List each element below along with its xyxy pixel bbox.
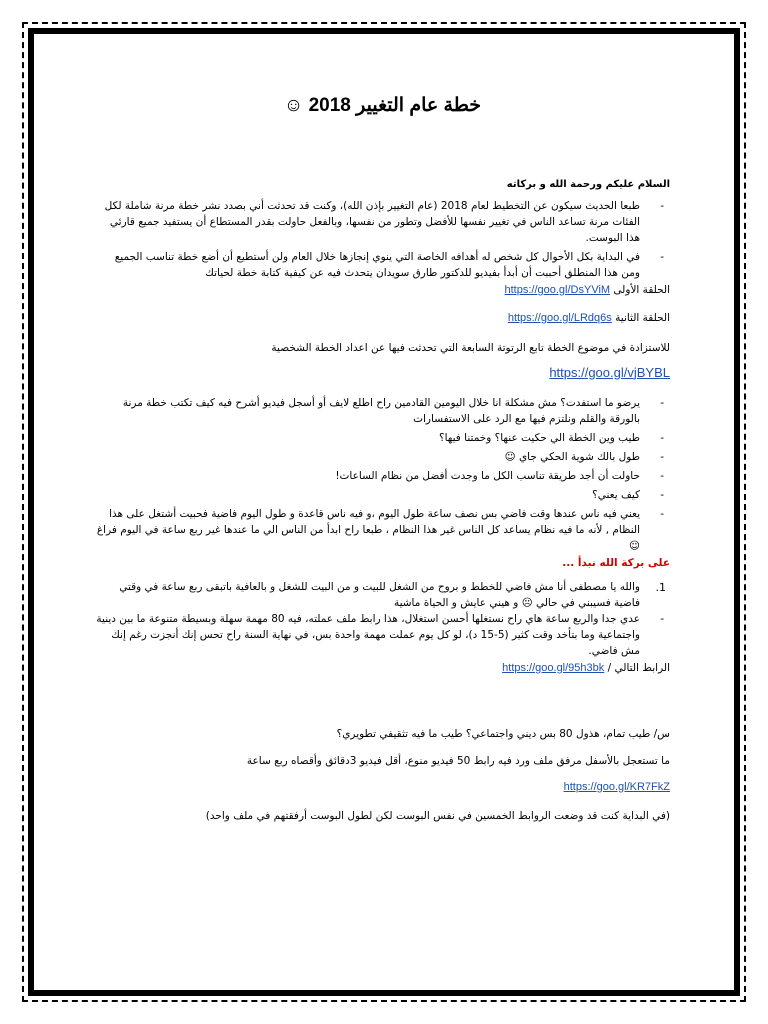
list-item: - عدي جدا والربع ساعة هاي راح نستغلها أحسن استغلال، هذا رابط ملف عملته، فيه 80 مهمة سهلة وبسيطة متنوعة ما بين دينية واجتماعية وما بتأخد وقت كثير (5-15 د)، لو كل يوم عملت مهمة واحدة بس، في نهاية السنة راح تحس إنك أنجزت رغم إنك مش فاضي. — [95, 611, 640, 659]
list-item — [95, 579, 666, 611]
greeting: السلام عليكم ورحمة الله و بركاته — [506, 179, 670, 190]
numbered-list — [95, 579, 670, 611]
document-body — [95, 90, 670, 825]
list-item: - كيف يعني؟ — [95, 487, 640, 503]
list-item: - طيب وين الخطة الي حكيت عنها؟ وخمتنا فيها؟ — [95, 430, 640, 446]
more-info-link[interactable]: https://goo.gl/vjBYBL — [549, 364, 670, 380]
next-link[interactable]: https://goo.gl/95h3bk — [502, 661, 605, 674]
answer-text: ما تستعجل بالأسفل مرفق ملف ورد فيه رابط 50 فيديو منوع، أقل فيديو 3دقائق وأقصاه ربع ساعة — [246, 755, 670, 767]
after-numbered-list — [95, 611, 670, 659]
episode-2-row — [95, 312, 670, 324]
list-item: - طول بالك شوية الحكي جاي ☺ — [95, 449, 640, 465]
next-link-label: الرابط التالي / — [607, 661, 670, 674]
start-heading: على بركة الله نبدأ ... — [562, 556, 670, 569]
intro-list — [95, 198, 670, 281]
episode-1-link[interactable]: https://goo.gl/DsYViM — [504, 284, 611, 296]
episode-1-label: الحلقة الأولى — [613, 284, 670, 296]
question-text: س/ طيب تمام، هذول 80 بس ديني واجتماعي؟ طيب ما فيه تثقيفي تطويري؟ — [336, 727, 670, 740]
list-item: - يرضو ما استفدت؟ مش مشكلة انا خلال اليومين القادمين راح اطلع لايف أو أسجل فيديو أشرح فيه كيف تكتب خطة مرنة بالورقة والقلم ونلتزم فيها مع الرد على الاستفسارات — [95, 395, 640, 427]
answer-link[interactable]: https://goo.gl/KR7FkZ — [563, 780, 670, 793]
middle-list — [95, 395, 670, 554]
list-item: - يعني فيه ناس عندها وقت فاضي بس نصف ساعة طول اليوم ،و فيه ناس قاعدة و طول اليوم فاضية فحبيت أشتغل على هذا النظام , لأنه ما فيه نظام يساعد كل الناس غير هذا النظام ، طبعا راح ابدأ من الناس الي ما عندها غير ربع ساعة في اليوم فراغ ☺ — [95, 506, 640, 554]
page-title: خطة عام التغيير 2018 ☺ — [283, 95, 482, 116]
footnote-text: (في البداية كنت قد وضعت الروابط الخمسين في نفس البوست لكن لطول البوست أرفقتهم في ملف واحد) — [205, 809, 670, 822]
episode-2-link[interactable]: https://goo.gl/LRdq6s — [507, 312, 612, 324]
list-item: - طبعا الحديث سيكون عن التخطيط لعام 2018 (عام التغيير بإذن الله)، وكنت قد تحدثت أني بصدد نشر خطة مرنة شاملة لكل الفئات مرنة تساعد الناس في تغيير نفسها للأفضل وتطور من نفسها، وبالفعل حاولت بقدر المستطاع أن يستفيد جميع قارئي هذا البوست. — [95, 198, 640, 246]
more-info-text: للاستزادة في موضوع الخطة تابع الرتوتة السابعة التي تحدثت فيها عن اعداد الخطة الشخصية — [271, 342, 670, 354]
episode-1-row — [95, 284, 670, 296]
list-item: - في البداية بكل الأحوال كل شخص له أهدافه الخاصة التي ينوي إنجازها خلال العام ولن أستطيع أن أضع خطة تناسب الجميع ومن هذا المنطلق أحببت أن أبدأ بفيديو للدكتور طارق سويدان يتحدث فيه عن كيفية كتابة خطة لحياتك — [95, 249, 640, 281]
list-item: - حاولت أن أجد طريقة تناسب الكل ما وجدت أفضل من نظام الساعات! — [95, 468, 640, 484]
episode-2-label: الحلقة الثانية — [615, 312, 670, 324]
next-link-row — [95, 662, 670, 674]
list-number: 1. — [655, 580, 666, 594]
list-item-text: والله يا مصطفى أنا مش فاضي للخطط و بروح من الشغل للبيت و من البيت للشغل و بالعافية باتبقى ربع ساعة في وقتي فاضية فسيبني في حالي ☹ و هيني عايش و الحياة ماشية — [119, 580, 640, 609]
